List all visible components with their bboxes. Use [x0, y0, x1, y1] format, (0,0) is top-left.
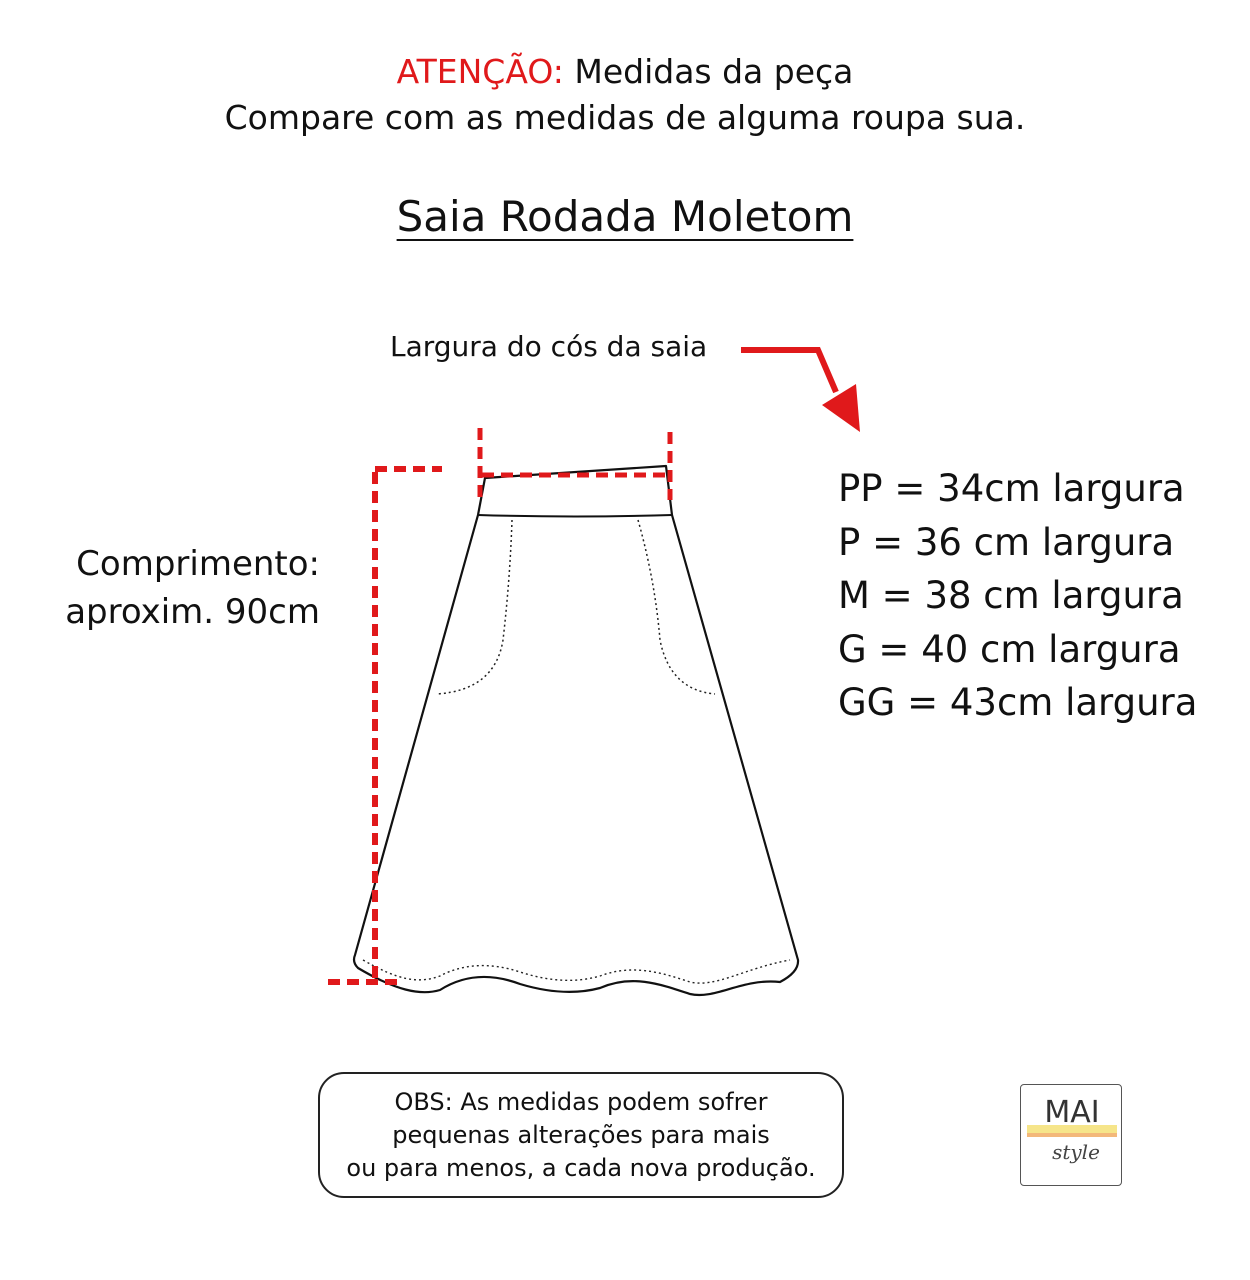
obs-line-1: OBS: As medidas podem sofrer [394, 1087, 768, 1116]
length-value: aproxim. 90cm [65, 592, 320, 632]
size-g: G = 40 cm largura [838, 627, 1181, 671]
skirt-outline [354, 466, 798, 995]
size-gg: GG = 43cm largura [838, 681, 1198, 724]
obs-line-3: ou para menos, a cada nova produção. [346, 1153, 816, 1182]
obs-note [318, 1072, 844, 1198]
length-title: Comprimento: [76, 544, 320, 584]
brand-logo [1020, 1084, 1122, 1186]
waist-width-label: Largura do cós da saia [390, 330, 708, 363]
attention-label: ATENÇÃO: [396, 52, 564, 91]
compare-instruction: Compare com as medidas de alguma roupa sua. [224, 98, 1026, 137]
size-list [838, 462, 1197, 730]
attention-text: Medidas da peça [574, 52, 854, 91]
logo-main-text: MAI [1044, 1095, 1100, 1130]
size-m: M = 38 cm largura [838, 574, 1184, 617]
size-p: P = 36 cm largura [838, 520, 1175, 564]
size-pp: PP = 34cm largura [838, 467, 1185, 510]
obs-line-2: pequenas alterações para mais [392, 1120, 770, 1149]
arrow-icon [741, 350, 860, 432]
logo-mark [1021, 1085, 1122, 1186]
page-title: Saia Rodada Moletom [396, 192, 854, 241]
length-label [30, 540, 320, 636]
logo-script-text: style [1052, 1140, 1100, 1164]
